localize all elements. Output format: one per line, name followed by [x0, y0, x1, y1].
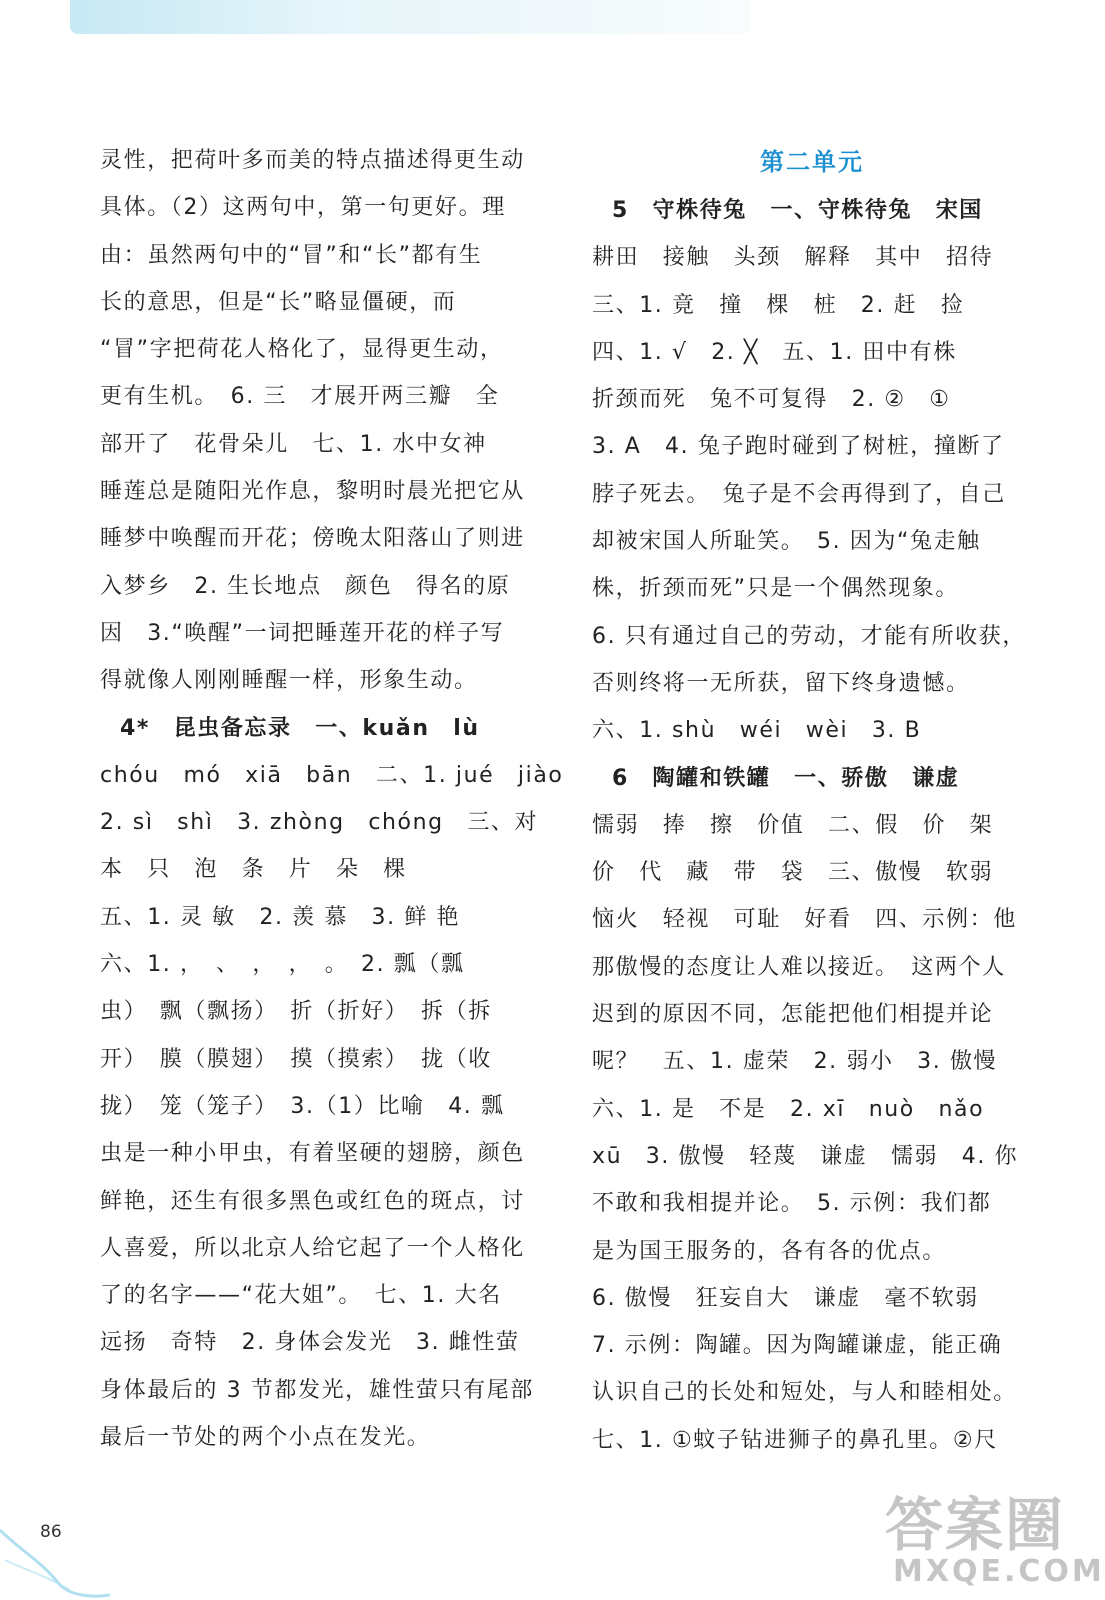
text-line: 三、1. 竟 撞 棵 桩 2. 赶 捡: [592, 292, 965, 318]
text-line: 人喜爱，所以北京人给它起了一个人格化: [100, 1235, 525, 1261]
text-line: 睡莲总是随阳光作息，黎明时晨光把它从: [100, 479, 525, 505]
watermark-domain: MXQE.COM: [893, 1554, 1105, 1589]
text-line: 2. sì shì 3. zhòng chóng 三、对: [100, 810, 539, 836]
section-5-heading: 5 守株待兔 一、守株待兔 宋国: [612, 198, 983, 223]
text-line: 了的名字——“花大姐”。 七、1. 大名: [100, 1283, 502, 1309]
section-6-heading: 6 陶罐和铁罐 一、骄傲 谦虚: [612, 765, 960, 791]
text-line: 入梦乡 2. 生长地点 颜色 得名的原: [100, 573, 511, 599]
text-line: 灵性，把荷叶多而美的特点描述得更生动: [100, 148, 525, 173]
text-line: 6. 傲慢 狂妄自大 谦虚 毫不软弱: [592, 1285, 979, 1311]
text-line: 否则终将一无所获，留下终身遗憾。: [592, 670, 970, 696]
text-line: 迟到的原因不同，怎能把他们相提并论: [592, 1002, 994, 1028]
text-line: 虫是一种小甲虫，有着坚硬的翅膀，颜色: [100, 1141, 525, 1167]
text-line: 那傲慢的态度让人难以接近。 这两个人: [592, 954, 1006, 980]
unit-title: 第二单元: [760, 148, 864, 176]
section-4-heading: 4* 昆虫备忘录 一、kuǎn lù: [120, 715, 480, 741]
text-line: 耕田 接触 头颈 解释 其中 招待: [592, 245, 994, 271]
text-line: 认识自己的长处和短处，与人和睦相处。: [592, 1380, 1017, 1406]
text-line: 懦弱 捧 擦 价值 二、假 价 架: [592, 812, 994, 838]
text-line: 脖子死去。 兔子是不会再得到了，自己: [592, 481, 1006, 507]
text-line: 本 只 泡 条 片 朵 棵: [100, 857, 407, 883]
header-decoration: [70, 0, 750, 34]
text-line: 株，折颈而死”只是一个偶然现象。: [592, 576, 959, 602]
watermark-title: 答案圈: [885, 1491, 1066, 1559]
text-line: 七、1. ①蚊子钻进狮子的鼻孔里。②尺: [592, 1427, 998, 1453]
text-line: 拢） 笼（笼子） 3.（1）比喻 4. 瓢: [100, 1093, 505, 1119]
text-line: 长的意思，但是“长”略显僵硬，而: [100, 289, 457, 315]
text-line: xū 3. 傲慢 轻蔑 谦虚 懦弱 4. 你: [592, 1143, 1019, 1169]
text-line: 身体最后的 3 节都发光，雄性萤只有尾部: [100, 1377, 534, 1403]
text-line: 是为国王服务的，各有各的优点。: [592, 1238, 947, 1264]
text-line: 六、1. ， 、 ， ， 。 2. 瓢（瓢: [100, 952, 465, 978]
text-line: 具体。（2）这两句中，第一句更好。理: [100, 195, 506, 221]
text-line: 最后一节处的两个小点在发光。: [100, 1425, 431, 1451]
text-line: 六、1. shù wéi wèi 3. B: [592, 718, 922, 744]
text-line: 恼火 轻视 可耻 好看 四、示例：他: [592, 907, 1017, 933]
text-line: 得就像人刚刚睡醒一样，形象生动。: [100, 668, 478, 694]
right-column: [592, 137, 1032, 1464]
text-line: “冒”字把荷花人格化了，显得更生动，: [100, 337, 504, 363]
text-line: 开） 膜（膜翅） 摸（摸索） 拢（收: [100, 1046, 492, 1072]
text-line: 虫） 飘（飘扬） 折（折好） 拆（拆: [100, 999, 492, 1025]
page-number: 86: [40, 1522, 62, 1542]
text-line: 呢？ 五、1. 虚荣 2. 弱小 3. 傲慢: [592, 1049, 998, 1075]
text-line: 更有生机。 6. 三 才展开两三瓣 全: [100, 384, 500, 410]
text-line: 四、1. √ 2. ╳ 五、1. 田中有株: [592, 339, 957, 365]
left-column: [100, 137, 564, 1461]
text-line: 6. 只有通过自己的劳动，才能有所收获，: [592, 623, 1026, 649]
text-line: 折颈而死 兔不可复得 2. ② ①: [592, 387, 951, 413]
text-line: 五、1. 灵 敏 2. 羡 慕 3. 鲜 艳: [100, 904, 461, 930]
text-line: 却被宋国人所耻笑。 5. 因为“兔走触: [592, 529, 981, 555]
text-line: chóu mó xiā bān 二、1. jué jiào: [100, 762, 564, 788]
text-line: 六、1. 是 不是 2. xī nuò nǎo: [592, 1096, 985, 1122]
text-line: 7. 示例：陶罐。因为陶罐谦虚，能正确: [592, 1333, 1003, 1359]
page-curl-decoration: [0, 1490, 150, 1600]
text-line: 价 代 藏 带 袋 三、傲慢 软弱: [592, 860, 994, 886]
text-line: 部开了 花骨朵儿 七、1. 水中女神: [100, 431, 487, 457]
text-line: 3. A 4. 兔子跑时碰到了树桩，撞断了: [592, 434, 1005, 460]
text-line: 鲜艳，还生有很多黑色或红色的斑点，讨: [100, 1188, 525, 1214]
text-line: 由：虽然两句中的“冒”和“长”都有生: [100, 242, 483, 268]
text-line: 因 3.“唤醒”一词把睡莲开花的样子写: [100, 620, 505, 646]
text-line: 睡梦中唤醒而开花；傍晚太阳落山了则进: [100, 526, 525, 552]
watermark-logo: [875, 1478, 1105, 1596]
text-line: 不敢和我相提并论。 5. 示例：我们都: [592, 1191, 992, 1217]
text-line: 远扬 奇特 2. 身体会发光 3. 雌性萤: [100, 1330, 520, 1356]
